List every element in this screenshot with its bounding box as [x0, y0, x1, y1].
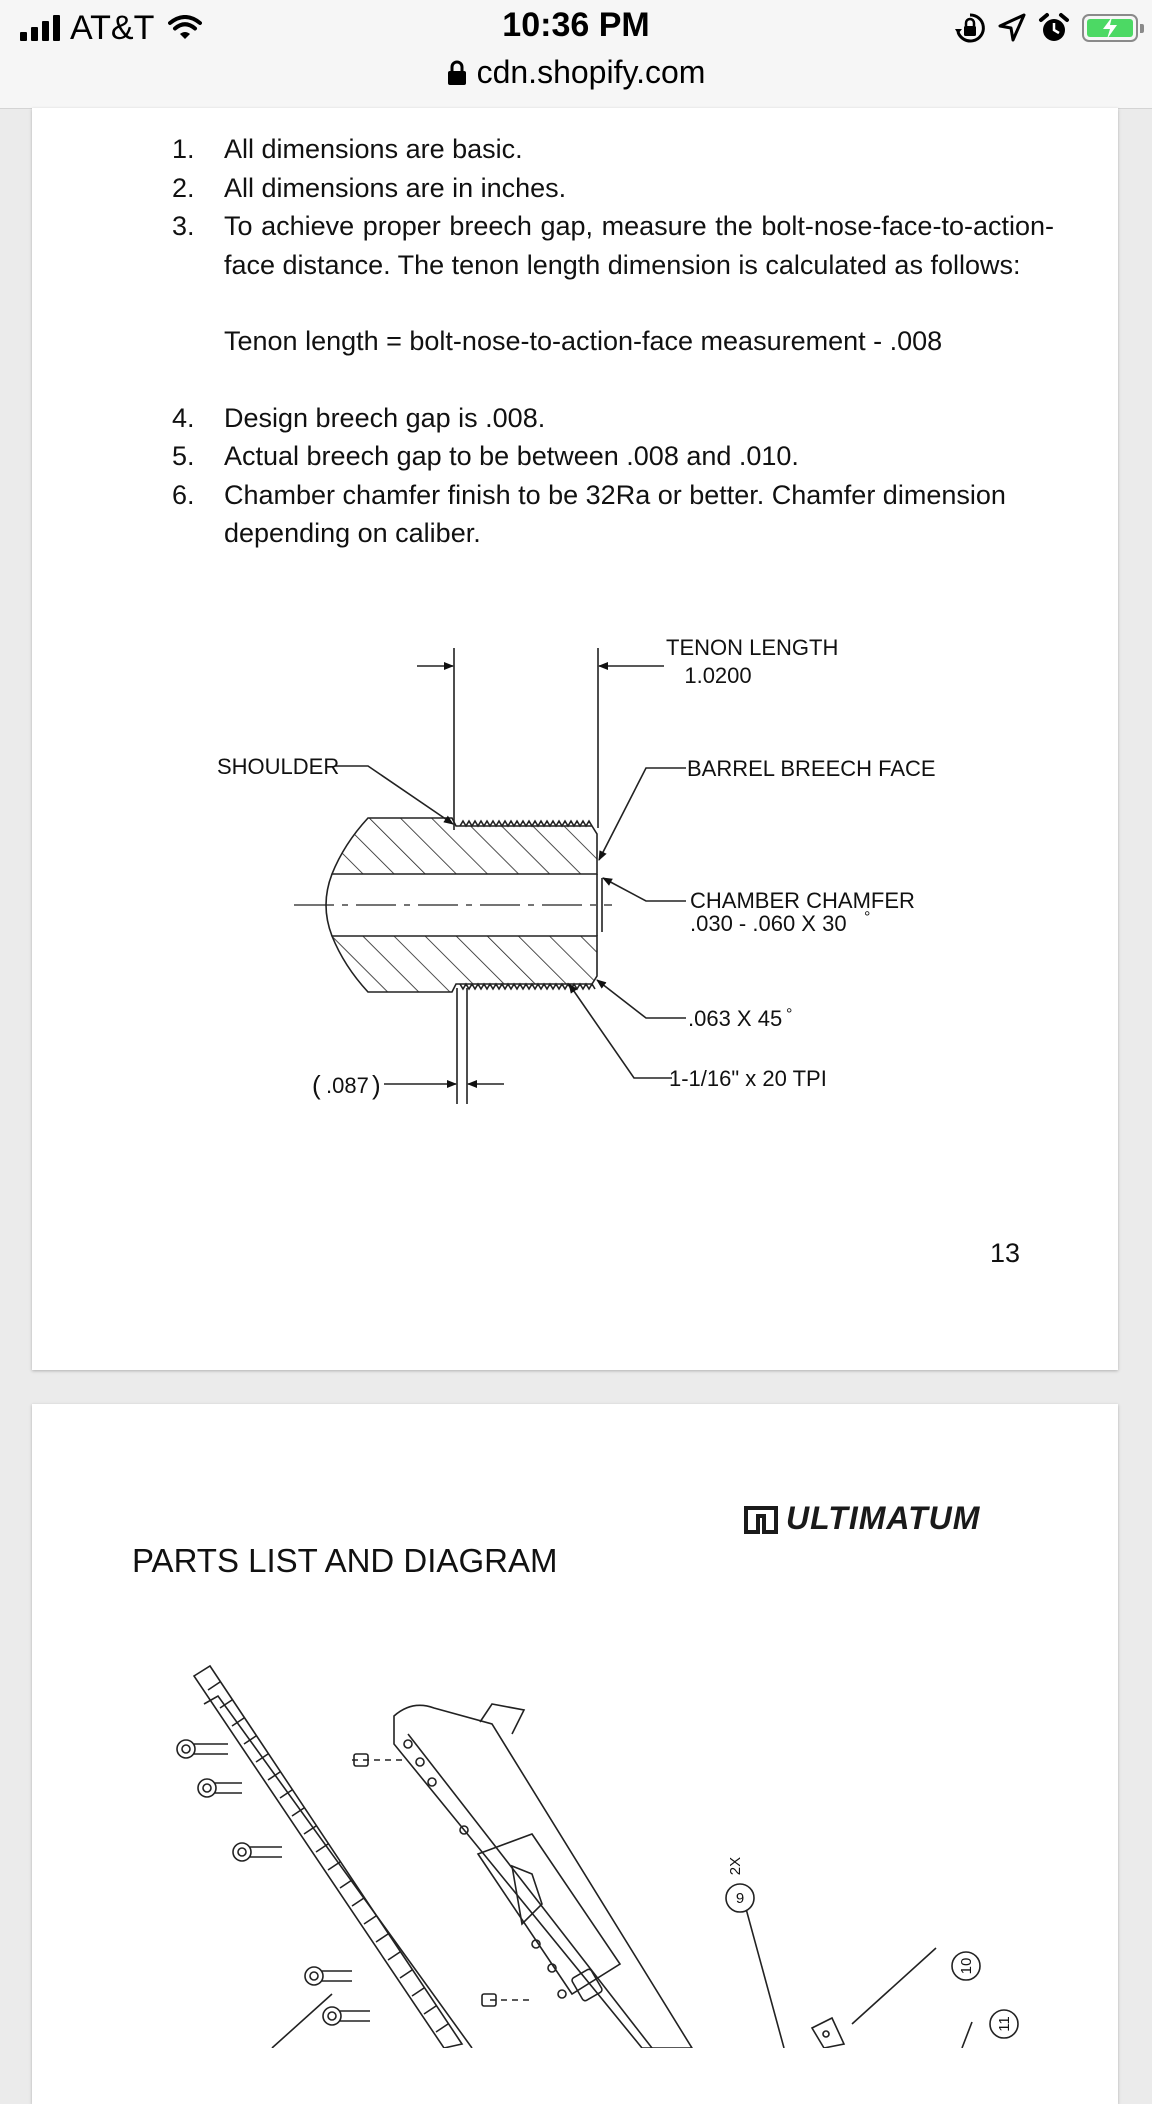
- section-title: PARTS LIST AND DIAGRAM: [132, 1542, 558, 1579]
- brand-name: ULTIMATUM: [786, 1500, 981, 1536]
- note-number: 1.: [172, 134, 195, 164]
- url-text: cdn.shopify.com: [476, 54, 706, 90]
- callout-9: [726, 1857, 754, 1912]
- callout-11: [990, 2010, 1018, 2038]
- note-text: To achieve proper breech gap, measure the bolt-nose-face-to-action-face distance. The tenon length dimension is calculated as follows:: [224, 211, 1054, 280]
- thread-spec-label: 1-1/16" x 20 TPI: [669, 1066, 827, 1091]
- note-number: 4.: [172, 402, 195, 433]
- chamfer-label: CHAMBER CHAMFER: [690, 888, 915, 913]
- tenon-length-label: TENON LENGTH: [666, 635, 839, 660]
- callout-10-number: 10: [958, 1957, 975, 1975]
- document-page-14: [32, 1404, 1118, 2104]
- address-bar[interactable]: [0, 54, 1152, 91]
- shoulder-label: SHOULDER: [217, 754, 340, 779]
- status-bar: [0, 0, 1152, 109]
- carrier-label: AT&T: [70, 8, 155, 47]
- note-number: 5.: [172, 441, 195, 471]
- note-text: All dimensions are basic.: [224, 134, 523, 164]
- lock-icon: [447, 60, 467, 86]
- degree-mark: °: [786, 1006, 793, 1023]
- clock: 10:36 PM: [502, 6, 650, 44]
- page-number: 13: [990, 1238, 1021, 1268]
- degree-mark: °: [864, 909, 871, 926]
- tenon-length-value: 1.0200: [684, 663, 752, 688]
- note-number: 2.: [172, 172, 195, 203]
- callout-10: [952, 1952, 980, 1980]
- parts-exploded-diagram: [32, 1404, 1118, 2048]
- status-right: [954, 8, 1138, 48]
- note-text: Actual breech gap to be between .008 and .010.: [224, 441, 799, 471]
- battery-charging-icon: [1082, 14, 1138, 42]
- note-text: Chamber chamfer finish to be 32Ra or better. Chamfer dimension depending on caliber.: [224, 479, 1006, 548]
- document-page-13: [32, 108, 1118, 1370]
- relief-dimension: .087: [326, 1073, 369, 1098]
- paren-open: (: [312, 1070, 321, 1100]
- paren-close: ): [372, 1070, 381, 1100]
- callout-9-number: 9: [735, 1890, 745, 1907]
- breech-face-label: BARREL BREECH FACE: [687, 756, 936, 781]
- chamfer-value: .030 - .060 X 30: [690, 911, 847, 936]
- note-number: 3.: [172, 211, 195, 241]
- callout-9-quantity: 2X: [727, 1856, 744, 1876]
- callout-11-number: 11: [996, 2016, 1013, 2032]
- note-number: 6.: [172, 479, 195, 510]
- rotation-lock-icon: [954, 12, 986, 44]
- formula-text: Tenon length = bolt-nose-to-action-face measurement - .008: [224, 326, 943, 356]
- note-text: Design breech gap is .008.: [224, 402, 546, 433]
- barrel-tenon-drawing: [32, 108, 1118, 1370]
- alarm-icon: [1038, 12, 1070, 44]
- note-text: All dimensions are in inches.: [224, 172, 567, 203]
- edge-chamfer-label: .063 X 45: [688, 1006, 783, 1031]
- location-arrow-icon: [998, 13, 1026, 43]
